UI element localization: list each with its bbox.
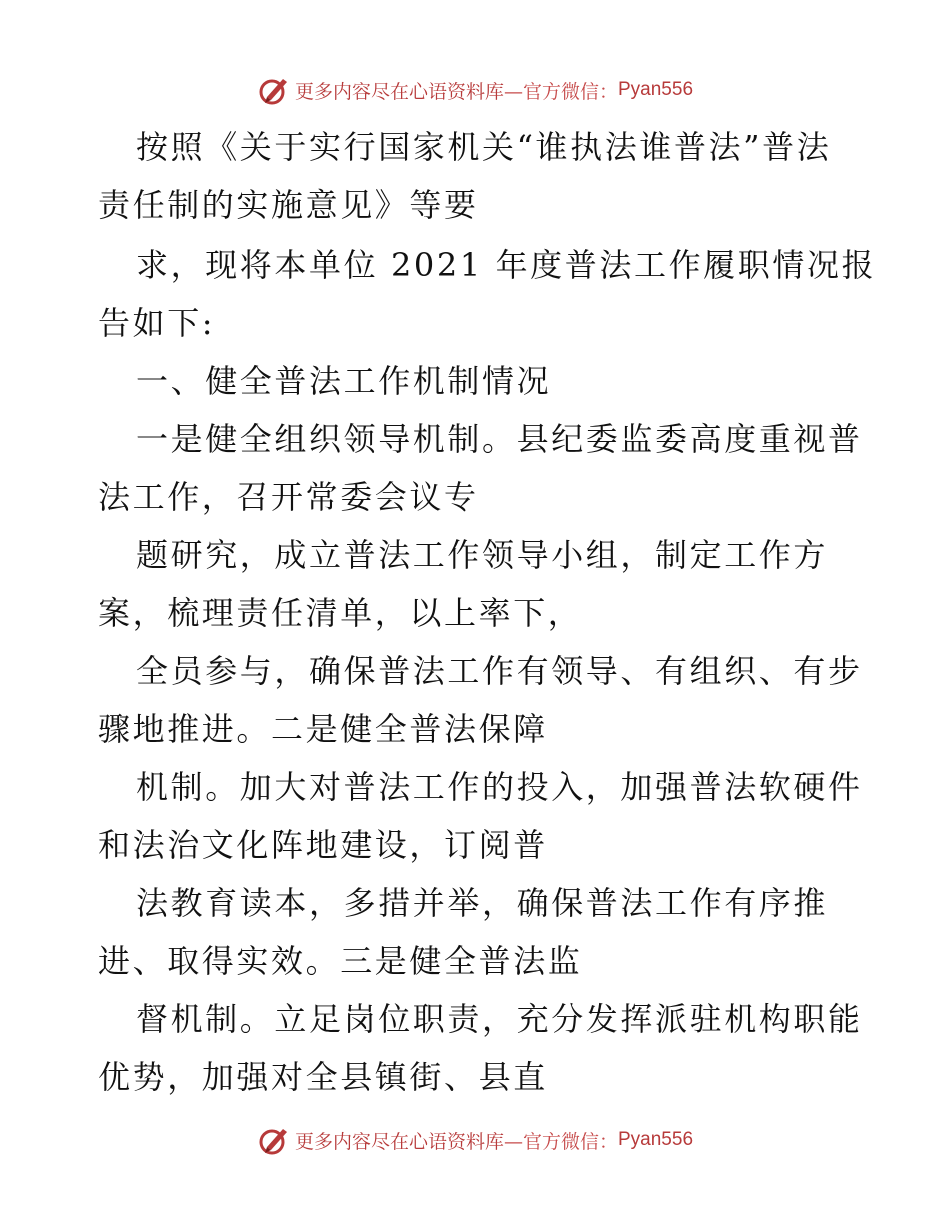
paragraph-line: 求，现将本单位 2021 年度普法工作履职情况报 [136, 246, 877, 284]
paragraph-line: 责任制的实施意见》等要 [98, 186, 479, 224]
watermark-site-text: 更多内容尽在心语资料库 [294, 80, 504, 103]
paragraph-line: 和法治文化阵地建设，订阅普 [98, 826, 548, 864]
paragraph-line: 案，梳理责任清单，以上率下， [98, 594, 583, 632]
watermark-header [0, 70, 950, 110]
watermark-site-text: 更多内容尽在心语资料库 [294, 1130, 504, 1153]
pen-logo-icon [257, 73, 291, 107]
paragraph-line: 按照《关于实行国家机关“谁执法谁普法”普法 [136, 128, 832, 166]
paragraph-line: 题研究，成立普法工作领导小组，制定工作方 [136, 536, 829, 574]
paragraph-line: 一是健全组织领导机制。县纪委监委高度重视普 [136, 420, 863, 458]
paragraph-line: 骤地推进。二是健全普法保障 [98, 710, 548, 748]
watermark-official-text: —官方微信： [503, 1130, 618, 1153]
pen-logo-icon [257, 1123, 291, 1157]
section-heading: 一、健全普法工作机制情况 [136, 362, 552, 400]
watermark-wechat-id: Pyan556 [618, 1129, 694, 1150]
paragraph-line: 进、取得实效。三是健全普法监 [98, 942, 583, 980]
watermark-footer [0, 1120, 950, 1160]
paragraph-line: 优势，加强对全县镇街、县直 [98, 1058, 548, 1096]
paragraph-line: 告如下: [98, 304, 216, 342]
paragraph-line: 法工作，召开常委会议专 [98, 478, 479, 516]
watermark-wechat-id: Pyan556 [618, 79, 694, 100]
paragraph-line: 法教育读本，多措并举，确保普法工作有序推 [136, 884, 829, 922]
paragraph-line: 机制。加大对普法工作的投入，加强普法软硬件 [136, 768, 863, 806]
watermark-official-text: —官方微信： [503, 80, 618, 103]
paragraph-line: 全员参与，确保普法工作有领导、有组织、有步 [136, 652, 863, 690]
paragraph-line: 督机制。立足岗位职责，充分发挥派驻机构职能 [136, 1000, 863, 1038]
